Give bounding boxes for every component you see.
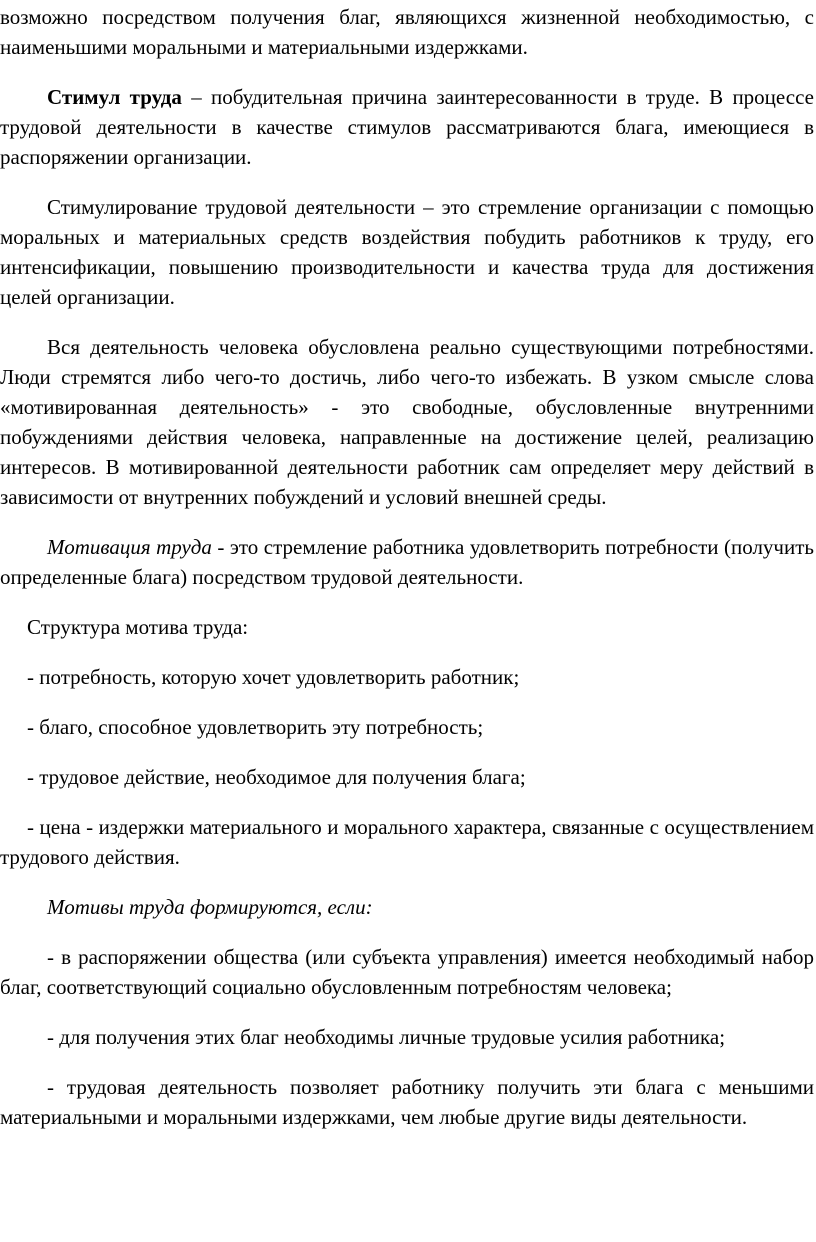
list-item-society-goods: - в распоряжении общества (или субъекта управления) имеется необходимый набор благ, соответствующий социально обусловленным потребностям человека; <box>0 945 814 999</box>
paragraph-motivation-definition <box>0 532 814 592</box>
list-item-need: - потребность, которую хочет удовлетворить работник; <box>27 665 520 689</box>
motives-heading-text: Мотивы труда формируются, если: <box>47 895 373 919</box>
paragraph-structure-heading: Структура мотива труда: <box>27 615 249 639</box>
stimulus-definition-text: – побудительная причина заинтересованности в труде. В процессе трудовой деятельности в качестве стимулов рассматриваются блага, имеющиеся в распоряжении организации. <box>0 85 814 169</box>
motivation-definition-text: - это стремление работника удовлетворить потребности (получить определенные блага) посредством трудовой деятельности. <box>0 535 814 589</box>
paragraph-stimulus-definition <box>0 82 814 172</box>
paragraph-stimulation: Стимулирование трудовой деятельности – это стремление организации с помощью моральных и материальных средств воздействия побудить работников к труду, его интенсификации, повышению производительности и качества труда для достижения целей организации. <box>0 195 814 309</box>
list-item-labor-action: - трудовое действие, необходимое для получения блага; <box>27 765 526 789</box>
term-stimulus: Стимул труда <box>47 85 182 109</box>
list-item-good: - благо, способное удовлетворить эту потребность; <box>27 715 484 739</box>
paragraph-activity: Вся деятельность человека обусловлена реально существующими потребностями. Люди стремятся либо чего-то достичь, либо чего-то избежать. В узком смысле слова «мотивированная деятельность» - это свободные, обусловленные внутренними побуждениями действия человека, направленные на достижение целей, реализацию интересов. В мотивированной деятельности работник сам определяет меру действий в зависимости от внутренних побуждений и условий внешней среды. <box>0 335 814 509</box>
paragraph-continuation: возможно посредством получения благ, являющихся жизненной необходимостью, с наименьшими моральными и материальными издержками. <box>0 5 814 59</box>
list-item-lower-costs: - трудовая деятельность позволяет работнику получить эти блага с меньшими материальными и моральными издержками, чем любые другие виды деятельности. <box>0 1075 814 1129</box>
list-item-price: - цена - издержки материального и морального характера, связанные с осуществлением трудового действия. <box>0 815 814 869</box>
paragraph-motives-heading <box>0 892 814 922</box>
term-motivation: Мотивация труда <box>47 535 212 559</box>
list-item-personal-effort: - для получения этих благ необходимы личные трудовые усилия работника; <box>47 1025 726 1049</box>
